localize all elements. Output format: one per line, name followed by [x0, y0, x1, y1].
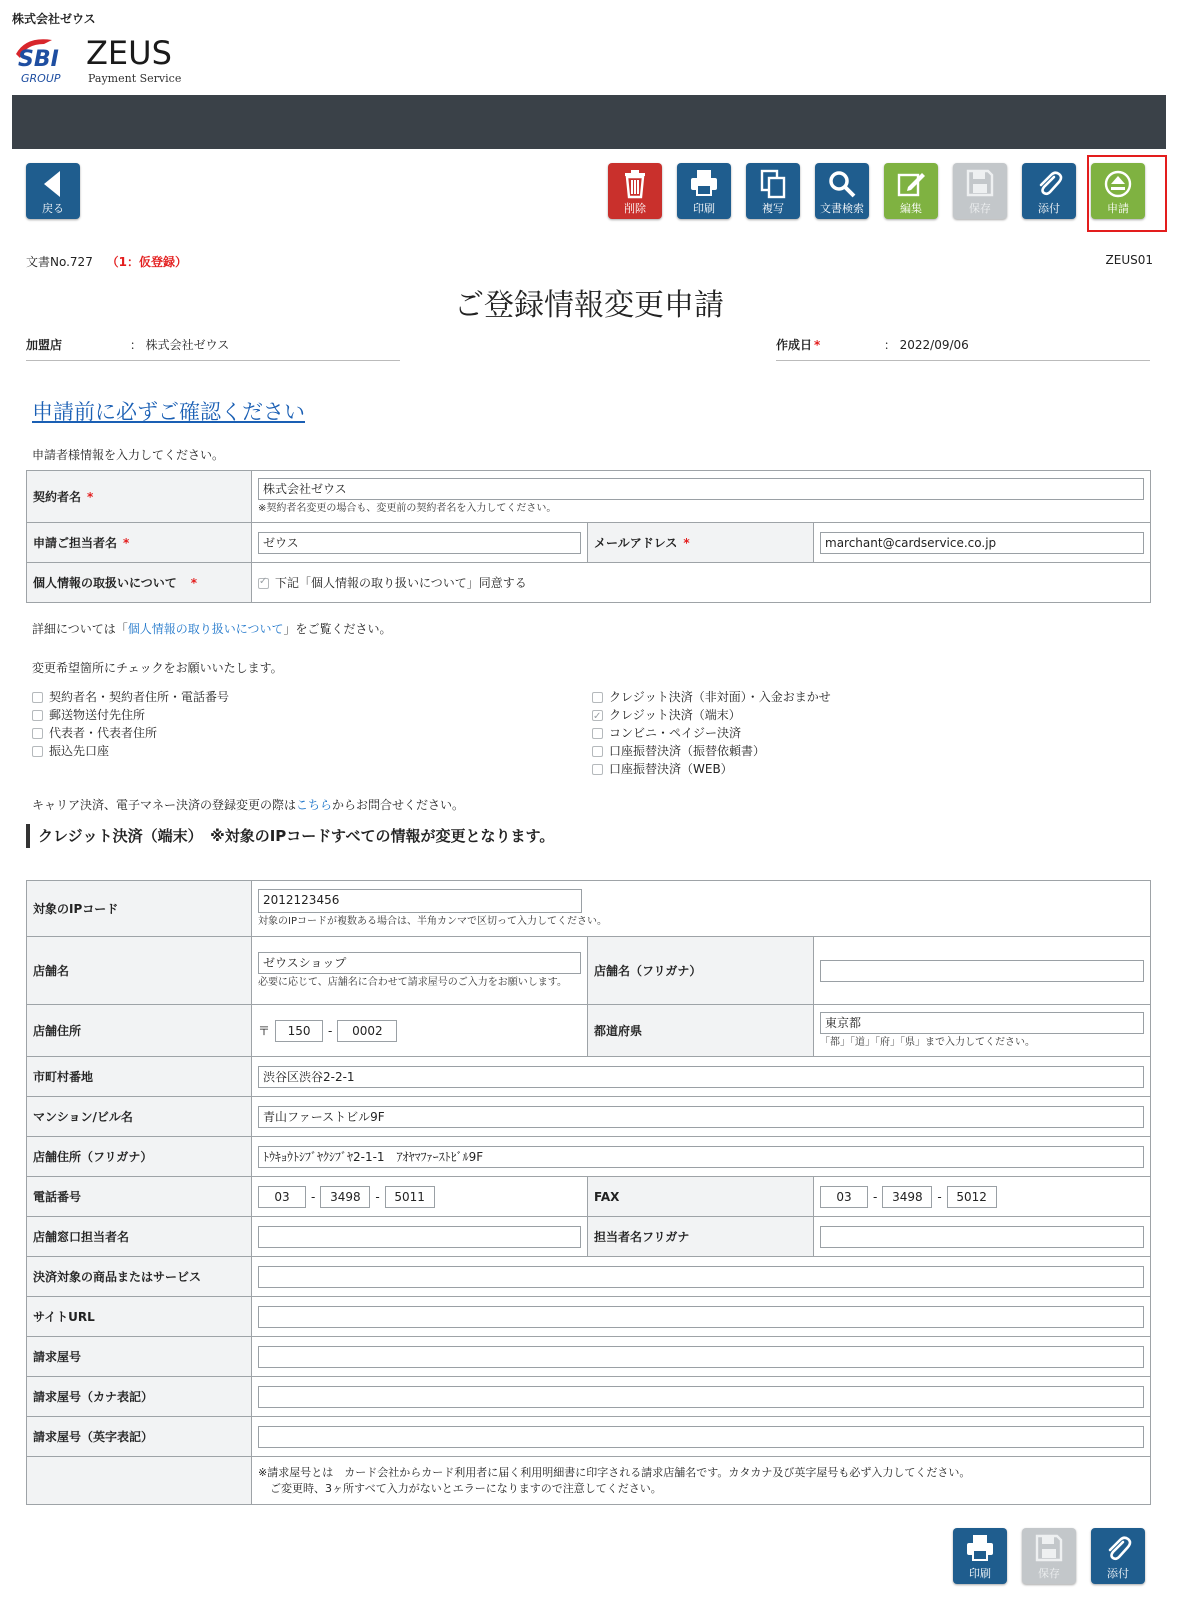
phone2-input[interactable]: 3498	[320, 1186, 370, 1208]
check-item-credit-terminal[interactable]: ✓クレジット決済（端末）	[592, 707, 741, 724]
back-button[interactable]	[26, 163, 80, 219]
required-mark: *	[683, 536, 690, 550]
address-kana-label: 店舗住所（フリガナ）	[27, 1137, 252, 1177]
created-required-mark: *	[814, 338, 821, 352]
required-mark: *	[87, 490, 94, 504]
building-input[interactable]: 青山ファーストビル9F	[258, 1106, 1144, 1128]
attach-button[interactable]	[1022, 163, 1076, 219]
confirm-before-apply-link[interactable]: 申請前に必ずご確認ください	[32, 400, 305, 424]
edit-button[interactable]	[884, 163, 938, 219]
person-name-input[interactable]: ゼウス	[258, 532, 581, 554]
billing-en-input[interactable]	[258, 1426, 1144, 1448]
logo-payment-text: Payment Service	[88, 72, 182, 85]
submit-button[interactable]	[1091, 163, 1145, 219]
merchant-value: ： 株式会社ゼウス	[129, 338, 230, 352]
goods-input[interactable]	[258, 1266, 1144, 1288]
window-kana-input[interactable]	[820, 1226, 1144, 1248]
created-info	[776, 336, 1150, 361]
printer-icon	[965, 1534, 995, 1562]
email-input[interactable]: marchant@cardservice.co.jp	[820, 532, 1144, 554]
floppy-icon	[1035, 1534, 1063, 1562]
fax2-input[interactable]: 3498	[882, 1186, 932, 1208]
credit-terminal-table: 対象のIPコード 2012123456 対象のIPコードが複数ある場合は、半角カンマで区切って入力してください。 店舗名 ゼウスショップ 必要に応じて、店舗名に合わせて請求屋号のご入力をお願いします。 店舗名（フリガナ） 店舗住所 〒 150 - 0002 都道府県 東京都 「都」「道」「府」「県」まで入力してください。 市町村番地 渋谷区渋谷2-2-1 マンション/ビル名 青山ファーストビル9F 店舗住所（フリガナ） ﾄｳｷｮｳﾄｼﾌﾞﾔｸｼﾌﾞﾔ2-1-1 ｱｵﾔﾏﾌｧｰｽﾄﾋﾞﾙ9F 電話番号 03 - 3498 - 5011 FAX 03 - 3498 - 5012 店舗窓口担当者名 担当者名フリガナ 決済対象の商品またはサービス サイトURL 請求屋号 請求屋号（カナ表記） 請求屋号（英字表記） ※請求屋号とは カード会社からカード利用者に届く利用明細書に印字される請求店舗名です。カタカナ及び英字屋号も必ず入力してください。 ご変更時、3ヶ所すべて入力がないとエラーになりますので注意してください。	[26, 880, 1151, 1505]
goods-label: 決済対象の商品またはサービス	[27, 1257, 252, 1297]
doc-number-line	[26, 253, 187, 270]
window-person-label: 店舗窓口担当者名	[27, 1217, 252, 1257]
floppy-icon	[966, 169, 994, 197]
ip-code-textarea[interactable]: 2012123456	[258, 889, 582, 913]
contract-name-input[interactable]: 株式会社ゼウス	[258, 478, 1144, 500]
footer-attach-label: 添付	[1107, 1567, 1129, 1580]
check-item-transfer-form[interactable]: 口座振替決済（振替依頼書）	[592, 743, 765, 760]
phone-label: 電話番号	[27, 1177, 252, 1217]
shop-name-label: 店舗名	[27, 937, 252, 1005]
contract-name-label: 契約者名 *	[27, 471, 252, 523]
billing-name-input[interactable]	[258, 1346, 1144, 1368]
city-input[interactable]: 渋谷区渋谷2-2-1	[258, 1066, 1144, 1088]
eject-icon	[1103, 169, 1133, 199]
doc-status: （1：仮登録）	[106, 255, 188, 269]
edit-icon	[896, 169, 926, 199]
shop-name-input[interactable]: ゼウスショップ	[258, 952, 581, 974]
window-kana-label: 担当者名フリガナ	[588, 1217, 814, 1257]
check-item-transfer-web[interactable]: 口座振替決済（WEB）	[592, 761, 733, 778]
city-label: 市町村番地	[27, 1057, 252, 1097]
fax-label: FAX	[588, 1177, 814, 1217]
created-label-wrap	[776, 336, 880, 353]
footer-attach-button[interactable]	[1091, 1528, 1145, 1584]
print-button[interactable]	[677, 163, 731, 219]
shop-kana-input[interactable]	[820, 960, 1144, 982]
form-code: ZEUS01	[1105, 253, 1153, 267]
zip2-input[interactable]: 0002	[337, 1020, 397, 1042]
delete-label: 削除	[624, 202, 646, 215]
required-mark: *	[123, 536, 130, 550]
header-bar	[12, 95, 1166, 149]
trash-icon	[621, 169, 649, 199]
billing-note-label-cell	[27, 1457, 252, 1505]
search-icon	[827, 169, 857, 199]
address-kana-input[interactable]: ﾄｳｷｮｳﾄｼﾌﾞﾔｸｼﾌﾞﾔ2-1-1 ｱｵﾔﾏﾌｧｰｽﾄﾋﾞﾙ9F	[258, 1146, 1144, 1168]
fax3-input[interactable]: 5012	[947, 1186, 997, 1208]
billing-note-1: ※請求屋号とは カード会社からカード利用者に届く利用明細書に印字される請求店舗名です。カタカナ及び英字屋号も必ず入力してください。	[258, 1465, 971, 1479]
paperclip-icon	[1034, 169, 1064, 199]
footer-save-label: 保存	[1038, 1567, 1060, 1580]
building-label: マンション/ビル名	[27, 1097, 252, 1137]
copy-label: 複写	[762, 202, 784, 215]
delete-button[interactable]	[608, 163, 662, 219]
check-item-convenience[interactable]: コンビニ・ペイジー決済	[592, 725, 741, 742]
billing-en-label: 請求屋号（英字表記）	[27, 1417, 252, 1457]
check-item-contract[interactable]: 契約者名・契約者住所・電話番号	[32, 689, 229, 706]
logo-group-text: GROUP	[21, 72, 61, 85]
email-label: メールアドレス *	[588, 523, 814, 563]
check-item-mailing[interactable]: 郵送物送付先住所	[32, 707, 145, 724]
copy-icon	[759, 169, 787, 199]
search-label: 文書検索	[820, 202, 864, 215]
prefecture-input[interactable]: 東京都	[820, 1012, 1144, 1034]
company-name: 株式会社ゼウス	[12, 12, 96, 26]
input-prompt: 申請者様情報を入力してください。	[32, 448, 225, 462]
footer-print-label: 印刷	[969, 1567, 991, 1580]
back-label: 戻る	[42, 202, 64, 215]
merchant-info	[26, 336, 400, 361]
save-button[interactable]	[953, 163, 1007, 219]
privacy-label: 個人情報の取扱いについて *	[27, 563, 252, 603]
shop-name-note: 必要に応じて、店舗名に合わせて請求屋号のご入力をお願いします。	[258, 977, 567, 988]
contract-name-note: ※契約者名変更の場合も、変更前の契約者名を入力してください。	[258, 503, 557, 514]
check-item-representative[interactable]: 代表者・代表者住所	[32, 725, 157, 742]
created-label: 作成日	[776, 338, 813, 352]
privacy-agree[interactable]	[252, 563, 1151, 603]
submit-label: 申請	[1107, 202, 1129, 215]
prefecture-note: 「都」「道」「府」「県」まで入力してください。	[820, 1037, 1035, 1048]
copy-button[interactable]	[746, 163, 800, 219]
applicant-table	[26, 470, 1151, 603]
edit-label: 編集	[900, 202, 922, 215]
created-value: ： 2022/09/06	[883, 338, 969, 352]
privacy-agree-text: 下記「個人情報の取り扱いについて」同意する	[275, 576, 527, 590]
site-url-input[interactable]	[258, 1306, 1144, 1328]
print-label: 印刷	[693, 202, 715, 215]
paperclip-icon	[1103, 1534, 1133, 1564]
privacy-checkbox[interactable]	[258, 578, 269, 589]
phone3-input[interactable]: 5011	[385, 1186, 435, 1208]
person-name-label: 申請ご担当者名 *	[27, 523, 252, 563]
billing-name-label: 請求屋号	[27, 1337, 252, 1377]
fax1-input[interactable]: 03	[820, 1186, 868, 1208]
carrier-notice: キャリア決済、電子マネー決済の登録変更の際はこちらからお問合せください。	[32, 798, 465, 812]
ip-code-note: 対象のIPコードが複数ある場合は、半角カンマで区切って入力してください。	[258, 916, 607, 927]
ip-code-label: 対象のIPコード	[27, 881, 252, 937]
billing-kana-label: 請求屋号（カナ表記）	[27, 1377, 252, 1417]
prefecture-label: 都道府県	[588, 1005, 814, 1057]
check-item-bank-account[interactable]: 振込先口座	[32, 743, 109, 760]
back-arrow-icon	[38, 169, 68, 199]
privacy-detail-link[interactable]: 個人情報の取り扱いについて	[127, 622, 284, 636]
page-title: ご登録情報変更申請	[454, 288, 724, 323]
billing-kana-input[interactable]	[258, 1386, 1144, 1408]
privacy-detail-line: 詳細については「個人情報の取り扱いについて」をご覧ください。	[32, 622, 392, 636]
logo-sbi-text: SBI	[18, 47, 59, 72]
phone1-input[interactable]: 03	[258, 1186, 306, 1208]
site-url-label: サイトURL	[27, 1297, 252, 1337]
zip-mark: 〒	[258, 1024, 271, 1038]
save-label: 保存	[969, 202, 991, 215]
printer-icon	[689, 169, 719, 197]
doc-number: 文書No.727	[26, 255, 93, 269]
carrier-contact-link[interactable]: こちら	[296, 798, 333, 812]
merchant-label: 加盟店	[26, 338, 63, 352]
logo-zeus-text: ZEUS	[86, 34, 172, 72]
footer-print-button[interactable]	[953, 1528, 1007, 1584]
attach-label: 添付	[1038, 202, 1060, 215]
shop-kana-label: 店舗名（フリガナ）	[588, 937, 814, 1005]
check-prompt: 変更希望箇所にチェックをお願いいたします。	[32, 661, 283, 675]
footer-save-button[interactable]	[1022, 1528, 1076, 1584]
zip1-input[interactable]: 150	[275, 1020, 323, 1042]
search-button[interactable]	[815, 163, 869, 219]
billing-note-2: ご変更時、3ヶ所すべて入力がないとエラーになりますので注意してください。	[270, 1481, 662, 1495]
zeus-logo	[12, 32, 192, 88]
shop-address-label: 店舗住所	[27, 1005, 252, 1057]
check-item-credit-online[interactable]: クレジット決済（非対面）・入金おまかせ	[592, 689, 831, 706]
section-heading-credit-terminal: クレジット決済（端末） ※対象のIPコードすべての情報が変更となります。	[26, 824, 638, 848]
window-person-input[interactable]	[258, 1226, 581, 1248]
required-mark: *	[190, 576, 198, 590]
